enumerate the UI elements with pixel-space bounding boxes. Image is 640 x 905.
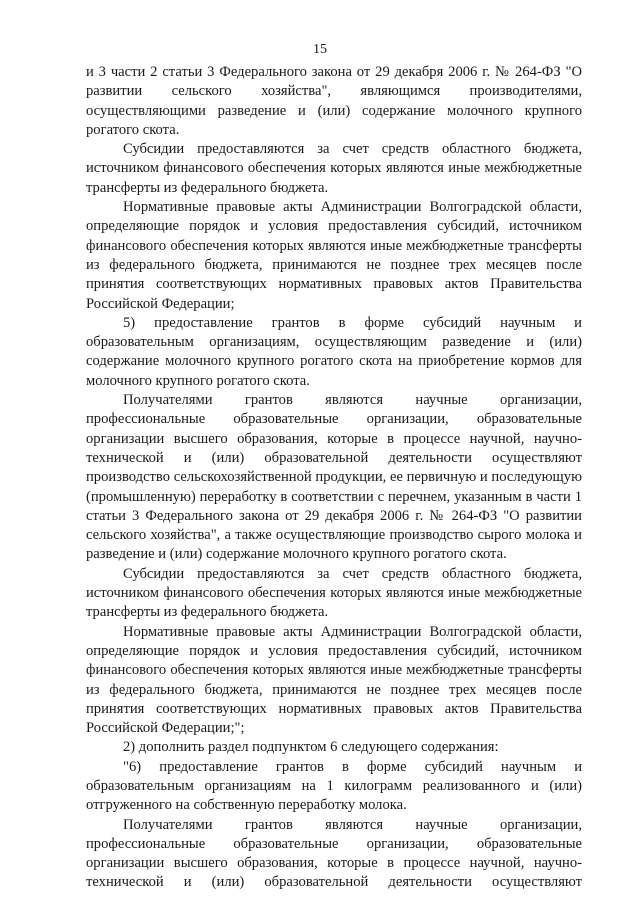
paragraph-7: Нормативные правовые акты Администрации Волгоградской области, определяющие порядок и условия предоставления субсидий, источником финансового обеспечения которых являются иные межбюджетные трансферты из федерального бюджета, принимаются не позднее трех месяцев после принятия соответствующих нормативных правовых актов Правительства Российской Федерации;"; (86, 623, 582, 737)
paragraph-3: Нормативные правовые акты Администрации Волгоградской области, определяющие порядок и условия предоставления субсидий, источником финансового обеспечения которых являются иные межбюджетные трансферты из федерального бюджета, принимаются не позднее трех месяцев после принятия соответствующих нормативных правовых актов Правительства Российской Федерации; (86, 199, 582, 312)
paragraph-5: Получателями грантов являются научные организации, профессиональные образовательные организации, образовательные организации высшего образования, которые в процессе научной, научно-технической и (или) образовательной деятельности осуществляют производство сельскохозяйственной продукции, ее первичную и последующую (промышленную) переработку в соответствии с перечнем, указанным в части 1 статьи 3 Федерального закона от 29 декабря 2006 г. № 264-ФЗ "О развитии сельского хозяйства", а также осуществляющие производство сырого молока и разведение и (или) содержание молочного крупного рогатого скота. (86, 392, 582, 563)
paragraph-6: Субсидии предоставляются за счет средств областного бюджета, источником финансового обеспечения которых являются иные межбюджетные трансферты из федерального бюджета. (86, 565, 582, 621)
paragraph-10: Получателями грантов являются научные организации, профессиональные образовательные организации, образовательные организации высшего образования, которые в процессе научной, научно-технической и (или) образовательной деятельности осуществляют (86, 816, 582, 891)
paragraph-4: 5) предоставление грантов в форме субсидий научным и образовательным организациям, осуществляющим разведение и (или) содержание молочного крупного рогатого скота на приобретение кормов для молочного крупного рогатого скота. (86, 314, 582, 389)
paragraph-2: Субсидии предоставляются за счет средств областного бюджета, источником финансового обеспечения которых являются иные межбюджетные трансферты из федерального бюджета. (86, 141, 582, 196)
paragraph-9: "6) предоставление грантов в форме субсидий научным и образовательным организациям на 1 килограмм реализованного и (или) отгруженного на собственную переработку молока. (86, 758, 582, 814)
document-body (86, 63, 582, 893)
paragraph-8: 2) дополнить раздел подпунктом 6 следующего содержания: (123, 739, 499, 756)
paragraph-1: и 3 части 2 статьи 3 Федерального закона от 29 декабря 2006 г. № 264-ФЗ "О развитии сельского хозяйства", являющимся производителями, осуществляющими разведение и (или) содержание молочного крупного рогатого скота. (86, 64, 582, 138)
page-number: 15 (313, 42, 327, 57)
